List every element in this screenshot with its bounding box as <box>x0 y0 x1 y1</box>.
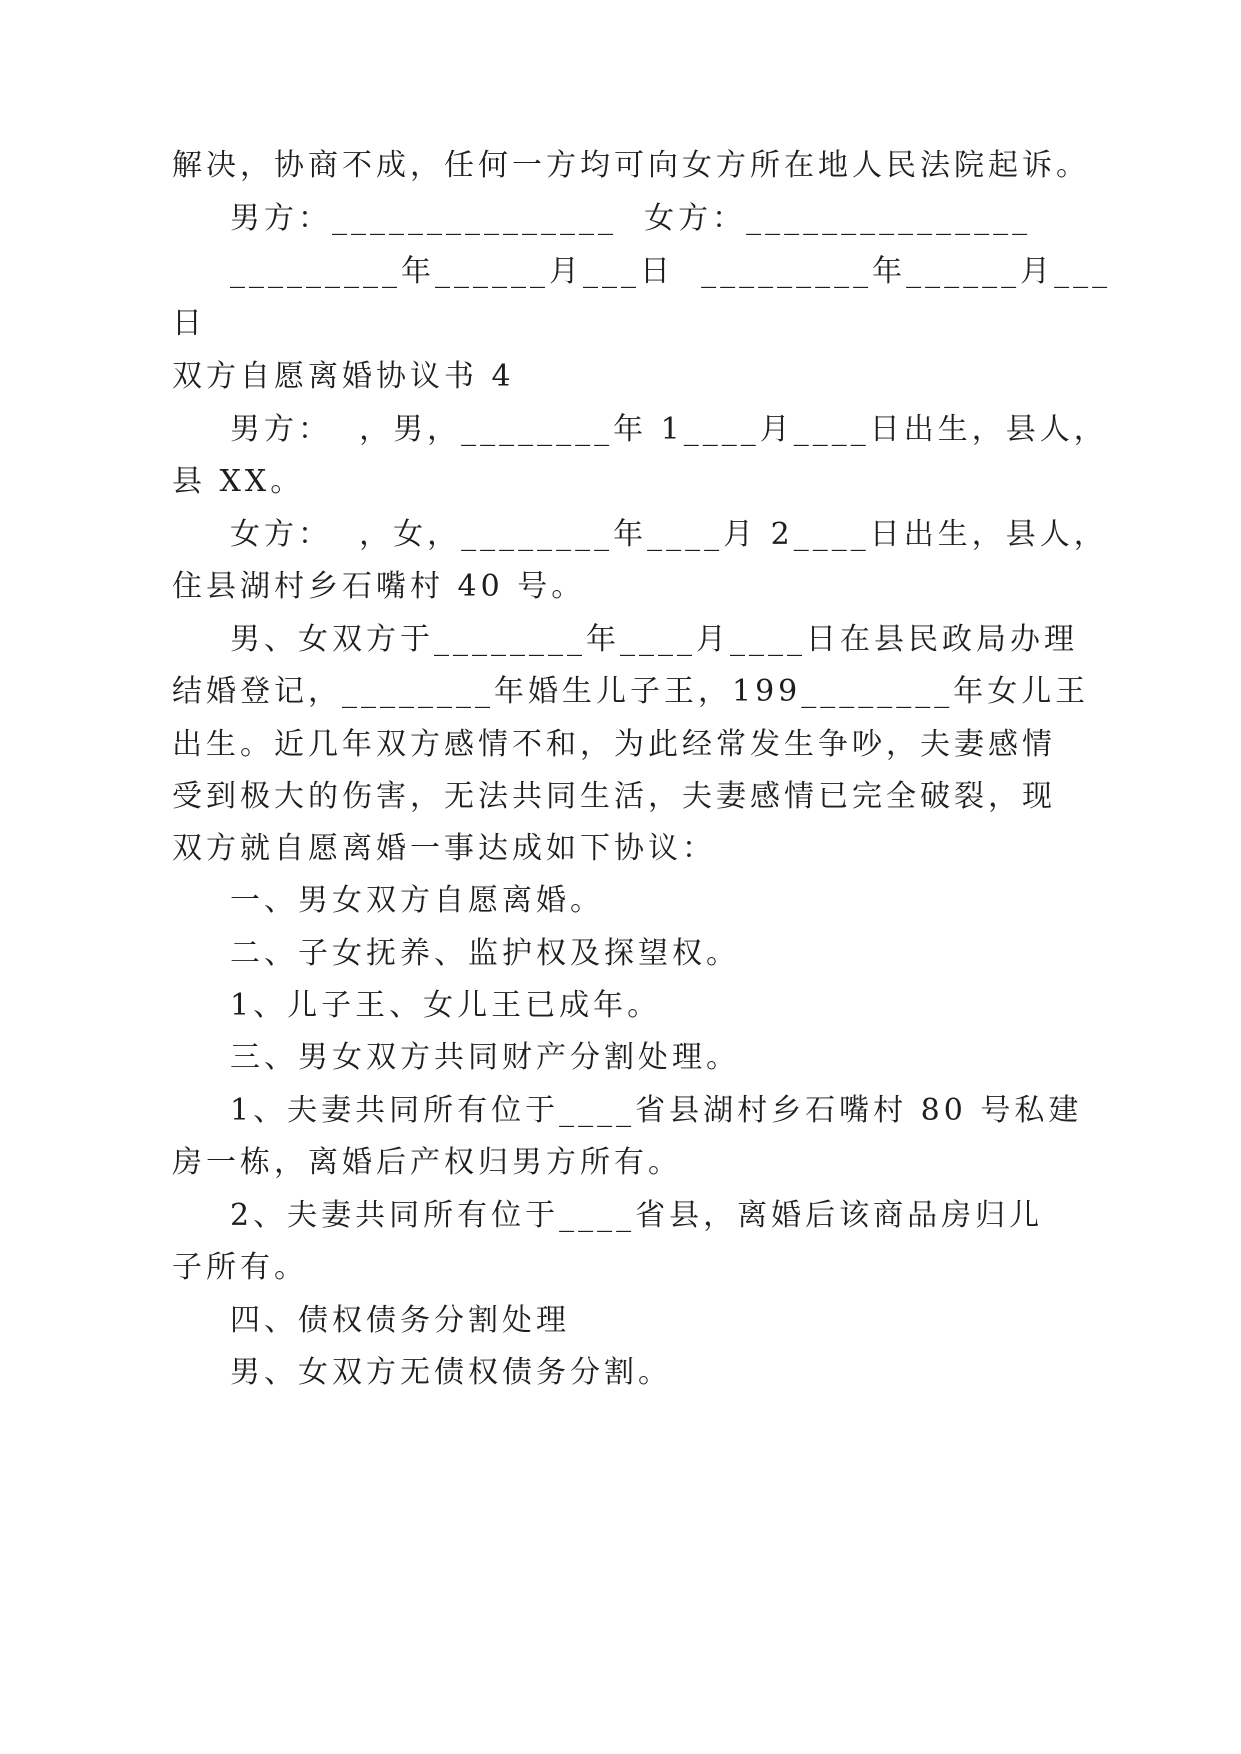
paragraph-line: 住县湖村乡石嘴村 40 号。 <box>172 569 586 604</box>
clause-line: 子所有。 <box>172 1250 308 1285</box>
paragraph-line: 解决，协商不成，任何一方均可向女方所在地人民法院起诉。 <box>172 148 1090 183</box>
paragraph-line: 女方： ，女，________年____月 2____日出生，县人， <box>230 517 1108 552</box>
paragraph-line: 男、女双方于________年____月____日在县民政局办理 <box>230 622 1078 657</box>
date-line-continued: 日 <box>172 306 206 341</box>
clause-line: 1、夫妻共同所有位于____省县湖村乡石嘴村 80 号私建 <box>230 1093 1083 1128</box>
paragraph-line: 受到极大的伤害，无法共同生活，夫妻感情已完全破裂，现 <box>172 779 1056 814</box>
paragraph-line: 结婚登记，________年婚生儿子王，199________年女儿王 <box>172 674 1090 709</box>
clause-line: 2、夫妻共同所有位于____省县，离婚后该商品房归儿 <box>230 1198 1044 1233</box>
clause-line: 1、儿子王、女儿王已成年。 <box>230 988 662 1023</box>
paragraph-line: 出生。近几年双方感情不和，为此经常发生争吵，夫妻感情 <box>172 727 1056 762</box>
date-line: _________年______月___日 _________年______月___ <box>230 254 1112 289</box>
section-title: 双方自愿离婚协议书 4 <box>172 359 515 394</box>
paragraph-line: 县 XX。 <box>172 464 305 499</box>
clause-line: 一、男女双方自愿离婚。 <box>230 883 604 918</box>
clause-line: 男、女双方无债权债务分割。 <box>230 1355 672 1390</box>
clause-line: 四、债权债务分割处理 <box>230 1303 570 1338</box>
clause-line: 二、子女抚养、监护权及探望权。 <box>230 936 740 971</box>
clause-line: 房一栋，离婚后产权归男方所有。 <box>172 1145 682 1180</box>
clause-line: 三、男女双方共同财产分割处理。 <box>230 1040 740 1075</box>
paragraph-line: 男方： ，男，________年 1____月____日出生，县人， <box>230 412 1108 447</box>
signature-line: 男方：_______________ 女方：_______________ <box>230 201 1032 236</box>
paragraph-line: 双方就自愿离婚一事达成如下协议： <box>172 831 716 866</box>
